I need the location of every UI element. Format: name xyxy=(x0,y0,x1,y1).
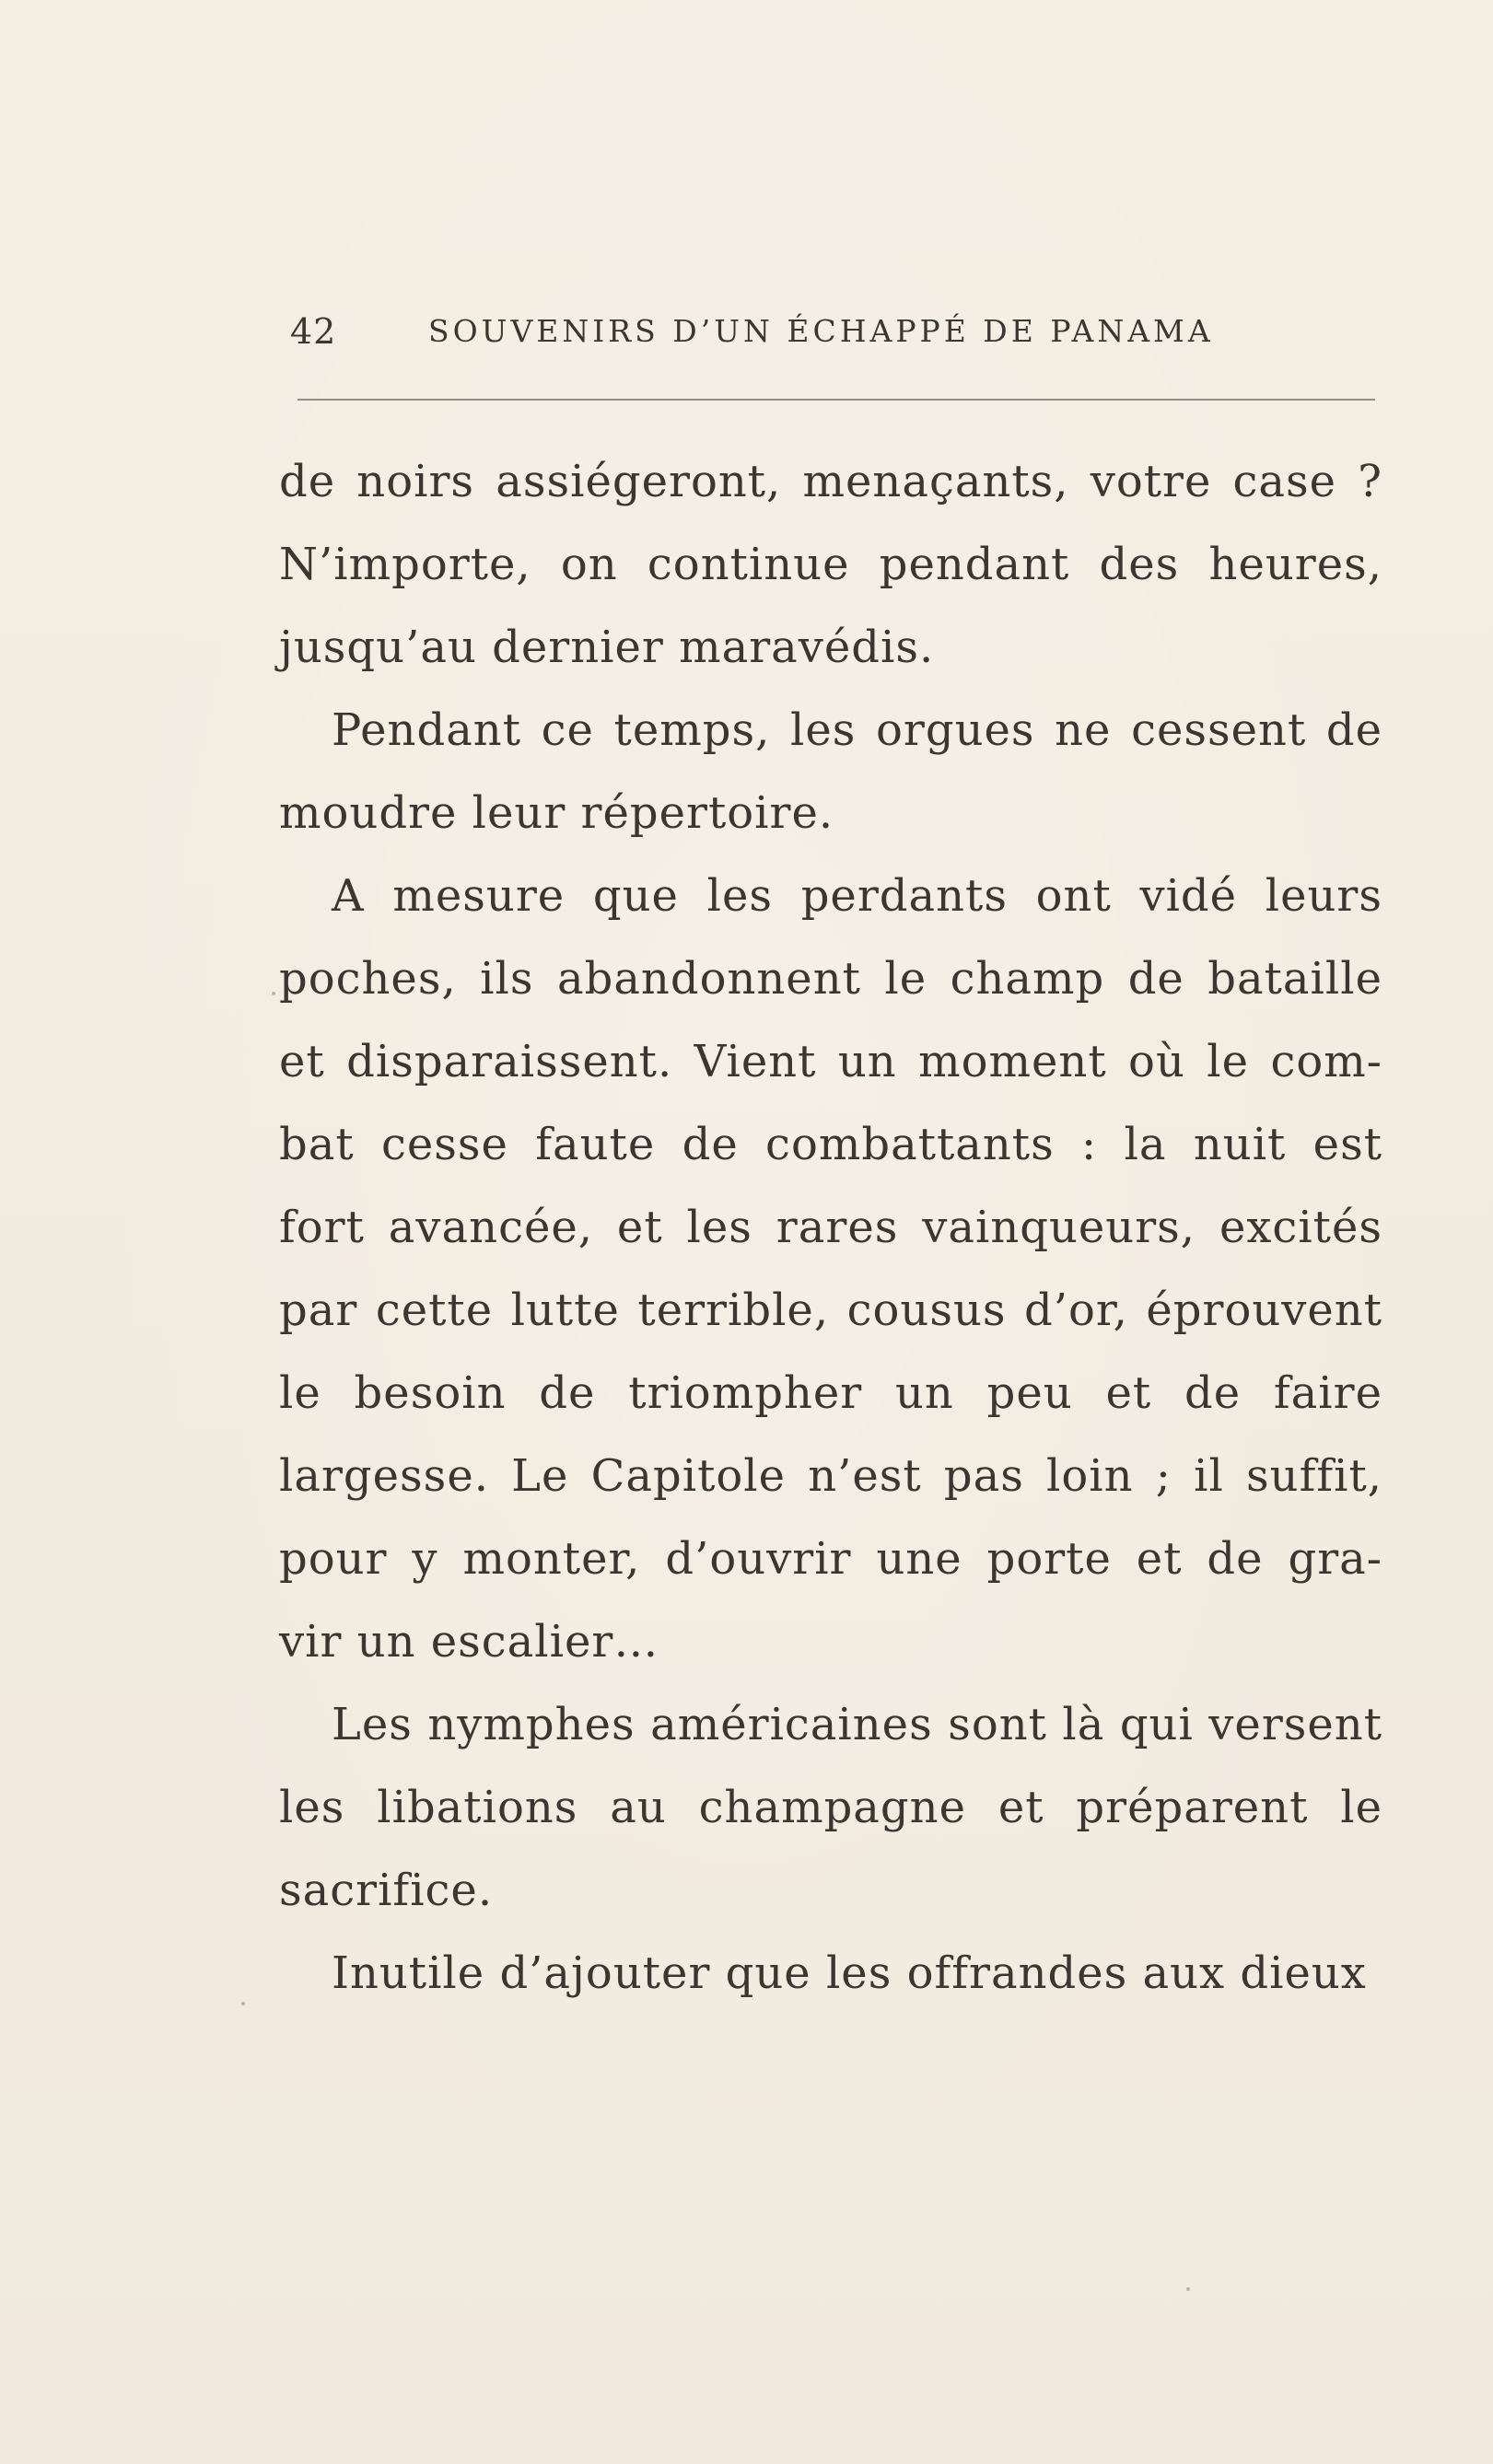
text-line: poches, ils abandonnent le champ de bataille xyxy=(279,953,1382,1005)
text-line: Pendant ce temps, les orgues ne cessent de xyxy=(332,704,1382,756)
paper-speck xyxy=(1186,2287,1190,2291)
text-line: bat cesse faute de combattants : la nuit est xyxy=(279,1119,1382,1170)
text-line: pour y monter, d’ouvrir une porte et de gra- xyxy=(279,1533,1382,1585)
text-line: et disparaissent. Vient un moment où le com- xyxy=(279,1036,1382,1087)
text-line: par cette lutte terrible, cousus d’or, éprouvent xyxy=(279,1284,1382,1336)
text-line: moudre leur répertoire. xyxy=(279,787,834,839)
paper-speck xyxy=(272,992,275,995)
running-title: SOUVENIRS D’UN ÉCHAPPÉ DE PANAMA xyxy=(428,313,1214,349)
text-line: vir un escalier… xyxy=(279,1616,659,1668)
text-line: de noirs assiégeront, menaçants, votre case ? xyxy=(279,456,1382,507)
text-line: le besoin de triompher un peu et de faire xyxy=(279,1367,1382,1419)
text-line: fort avancée, et les rares vainqueurs, excités xyxy=(279,1202,1382,1253)
text-line: A mesure que les perdants ont vidé leurs xyxy=(332,870,1382,922)
text-line: N’importe, on continue pendant des heures, xyxy=(279,539,1382,590)
text-line: les libations au champagne et préparent le xyxy=(279,1782,1382,1833)
running-head xyxy=(290,306,1377,357)
text-line: sacrifice. xyxy=(279,1865,494,1916)
text-line: Les nymphes américaines sont là qui versent xyxy=(332,1699,1382,1750)
paper-speck xyxy=(241,2002,245,2005)
page-number: 42 xyxy=(290,311,337,352)
text-line: largesse. Le Capitole n’est pas loin ; il suffit, xyxy=(279,1450,1382,1502)
header-rule xyxy=(297,399,1375,401)
text-line: Inutile d’ajouter que les offrandes aux dieux xyxy=(332,1947,1367,1999)
body-text xyxy=(279,440,1382,2015)
text-line: jusqu’au dernier maravédis. xyxy=(279,622,935,673)
